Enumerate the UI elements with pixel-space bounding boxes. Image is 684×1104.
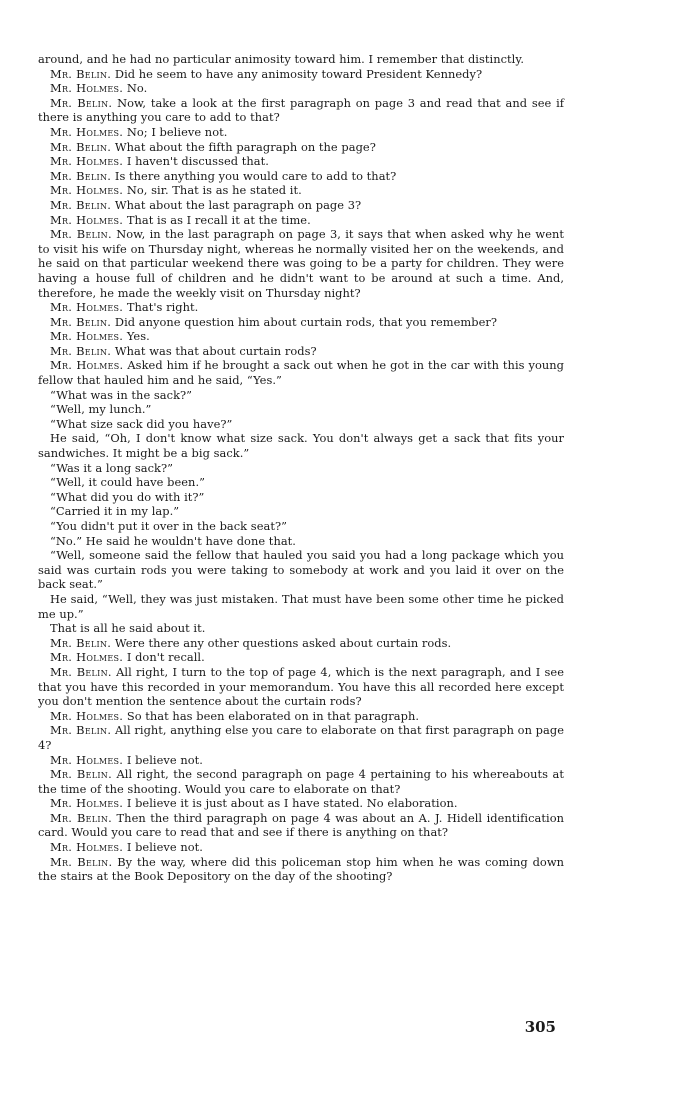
paragraph-text: “No.” He said he wouldn't have done that. bbox=[50, 533, 296, 548]
speaker-name: Mr. Holmes. bbox=[50, 358, 124, 373]
page-number: 305 bbox=[524, 1018, 556, 1036]
transcript-paragraph bbox=[38, 621, 564, 636]
paragraph-text: I believe not. bbox=[126, 752, 203, 767]
speaker-name: Mr. Belin. bbox=[50, 168, 112, 183]
speaker-name: Mr. Holmes. bbox=[50, 840, 124, 855]
speaker-name: Mr. Belin. bbox=[50, 314, 112, 329]
paragraph-text: That is as I recall it at the time. bbox=[126, 212, 311, 227]
transcript-paragraph bbox=[38, 315, 564, 330]
transcript-paragraph bbox=[38, 125, 564, 140]
speaker-name: Mr. Belin. bbox=[50, 95, 113, 110]
paragraph-text: Did anyone question him about curtain rods, that you remember? bbox=[114, 314, 498, 329]
paragraph-text: He said, “Oh, I don't know what size sack. You don't always get a sack that fits your sandwiches. It might be a big sack.” bbox=[38, 431, 564, 461]
paragraph-text: “Well, someone said the fellow that hauled you said you had a long package which you said was curtain rods you were taking to somebody at work and you laid it over on the back seat.” bbox=[38, 548, 564, 592]
speaker-name: Mr. Belin. bbox=[50, 723, 112, 738]
speaker-name: Mr. Holmes. bbox=[50, 752, 124, 767]
transcript-paragraph bbox=[38, 329, 564, 344]
transcript-paragraph bbox=[38, 840, 564, 855]
paragraph-text: “What was in the sack?” bbox=[50, 387, 193, 402]
paragraph-text: “Was it a long sack?” bbox=[50, 460, 174, 475]
transcript-paragraph bbox=[38, 358, 564, 387]
paragraph-text: I believe it is just about as I have stated. No elaboration. bbox=[126, 796, 458, 811]
transcript-paragraph bbox=[38, 431, 564, 460]
paragraph-text: Yes. bbox=[126, 329, 150, 344]
speaker-name: Mr. Belin. bbox=[50, 664, 112, 679]
paragraph-text: “Well, it could have been.” bbox=[50, 475, 205, 490]
paragraph-text: What about the last paragraph on page 3? bbox=[114, 197, 362, 212]
paragraph-text: Now, take a look at the first paragraph on page 3 and read that and see if there is anything you care to add to that? bbox=[38, 95, 565, 125]
transcript-paragraph bbox=[38, 52, 564, 67]
transcript-paragraph bbox=[38, 504, 564, 519]
transcript-paragraph bbox=[38, 811, 564, 840]
paragraph-text: “Well, my lunch.” bbox=[50, 402, 152, 417]
paragraph-text: Asked him if he brought a sack out when he got in the car with this young fellow that hauled him and he said, “Yes.” bbox=[38, 358, 564, 388]
paragraph-text: “Carried it in my lap.” bbox=[50, 504, 180, 519]
paragraph-text: “You didn't put it over in the back seat?” bbox=[50, 519, 287, 533]
transcript-paragraph bbox=[38, 344, 564, 359]
transcript-paragraph bbox=[38, 402, 564, 417]
speaker-name: Mr. Holmes. bbox=[50, 183, 124, 198]
speaker-name: Mr. Holmes. bbox=[50, 708, 124, 723]
transcript-page bbox=[38, 52, 564, 884]
transcript-paragraph bbox=[38, 767, 564, 796]
paragraph-text: That is all he said about it. bbox=[50, 621, 206, 636]
transcript-paragraph bbox=[38, 67, 564, 82]
paragraph-text: What about the fifth paragraph on the page? bbox=[114, 139, 376, 154]
transcript-paragraph bbox=[38, 198, 564, 213]
speaker-name: Mr. Belin. bbox=[50, 635, 112, 650]
speaker-name: Mr. Belin. bbox=[50, 854, 113, 869]
transcript-paragraph bbox=[38, 140, 564, 155]
speaker-name: Mr. Holmes. bbox=[50, 796, 124, 811]
transcript-paragraph bbox=[38, 636, 564, 651]
paragraph-text: All right, I turn to the top of page 4, which is the next paragraph, and I see that you have this recorded in your memorandum. You have this all recorded here except you don't mention the sentence about the curtain rods? bbox=[38, 664, 565, 709]
paragraph-text: Did he seem to have any animosity toward President Kennedy? bbox=[114, 66, 483, 81]
transcript-paragraph bbox=[38, 665, 564, 709]
speaker-name: Mr. Holmes. bbox=[50, 124, 124, 139]
speaker-name: Mr. Belin. bbox=[50, 139, 112, 154]
speaker-name: Mr. Holmes. bbox=[50, 81, 124, 96]
paragraph-text: All right, the second paragraph on page 4 pertaining to his whereabouts at the time of the shooting. Would you care to elaborate on that? bbox=[38, 767, 564, 796]
transcript-paragraph bbox=[38, 81, 564, 96]
paragraph-text: I believe not. bbox=[126, 840, 203, 855]
speaker-name: Mr. Belin. bbox=[50, 197, 112, 212]
transcript-paragraph bbox=[38, 227, 564, 300]
speaker-name: Mr. Holmes. bbox=[50, 212, 124, 227]
transcript-paragraph bbox=[38, 592, 564, 621]
transcript-paragraph bbox=[38, 475, 564, 490]
paragraph-text: No. bbox=[126, 81, 148, 96]
paragraph-text: I don't recall. bbox=[126, 650, 205, 665]
transcript-paragraph bbox=[38, 519, 564, 534]
transcript-paragraph bbox=[38, 169, 564, 184]
paragraph-text: No; I believe not. bbox=[126, 124, 228, 139]
transcript-paragraph bbox=[38, 154, 564, 169]
paragraph-text: Were there any other questions asked about curtain rods. bbox=[114, 635, 452, 650]
speaker-name: Mr. Holmes. bbox=[50, 154, 124, 169]
speaker-name: Mr. Belin. bbox=[50, 66, 112, 81]
paragraph-text: Now, in the last paragraph on page 3, it says that when asked why he went to visit his wife on Thursday night, whereas he normally visited her on the weekends, and he said on that particular weekend there was going to be a party for children. They were having a house full of children and he didn't want to be around at such a time. And, therefore, he made the weekly visit on Thursday night? bbox=[38, 227, 565, 300]
transcript-paragraph bbox=[38, 461, 564, 476]
transcript-paragraph bbox=[38, 213, 564, 228]
speaker-name: Mr. Belin. bbox=[50, 227, 112, 242]
transcript-paragraph bbox=[38, 490, 564, 505]
paragraph-text: So that has been elaborated on in that paragraph. bbox=[126, 708, 420, 723]
paragraph-text: No, sir. That is as he stated it. bbox=[126, 183, 302, 198]
paragraph-text: That's right. bbox=[126, 300, 199, 315]
paragraph-text: I haven't discussed that. bbox=[126, 154, 269, 169]
paragraph-text: around, and he had no particular animosity toward him. I remember that distinctly. bbox=[38, 52, 524, 66]
transcript-paragraph bbox=[38, 796, 564, 811]
transcript-body bbox=[38, 52, 564, 884]
transcript-paragraph bbox=[38, 723, 564, 752]
transcript-paragraph bbox=[38, 855, 564, 884]
speaker-name: Mr. Holmes. bbox=[50, 650, 124, 665]
transcript-paragraph bbox=[38, 650, 564, 665]
paragraph-text: By the way, where did this policeman stop him when he was coming down the stairs at the Book Depository on the day of the shooting? bbox=[38, 854, 565, 884]
transcript-paragraph bbox=[38, 534, 564, 549]
paragraph-text: What was that about curtain rods? bbox=[114, 343, 317, 358]
paragraph-text: All right, anything else you care to elaborate on that first paragraph on page 4? bbox=[38, 723, 564, 752]
paragraph-text: He said, “Well, they was just mistaken. That must have been some other time he picked me up.” bbox=[38, 591, 564, 621]
speaker-name: Mr. Belin. bbox=[50, 767, 113, 782]
transcript-paragraph bbox=[38, 300, 564, 315]
paragraph-text: “What did you do with it?” bbox=[50, 489, 205, 504]
paragraph-text: “What size sack did you have?” bbox=[50, 416, 233, 431]
transcript-paragraph bbox=[38, 96, 564, 125]
speaker-name: Mr. Holmes. bbox=[50, 329, 124, 344]
transcript-paragraph bbox=[38, 183, 564, 198]
transcript-paragraph bbox=[38, 417, 564, 432]
paragraph-text: Then the third paragraph on page 4 was about an A. J. Hidell identification card. Would you care to read that and see if there is anything on that? bbox=[38, 810, 564, 840]
transcript-paragraph bbox=[38, 709, 564, 724]
transcript-paragraph bbox=[38, 548, 564, 592]
speaker-name: Mr. Holmes. bbox=[50, 300, 124, 315]
transcript-paragraph bbox=[38, 388, 564, 403]
transcript-paragraph bbox=[38, 753, 564, 768]
speaker-name: Mr. Belin. bbox=[50, 343, 112, 358]
paragraph-text: Is there anything you would care to add to that? bbox=[114, 168, 397, 183]
speaker-name: Mr. Belin. bbox=[50, 810, 113, 825]
